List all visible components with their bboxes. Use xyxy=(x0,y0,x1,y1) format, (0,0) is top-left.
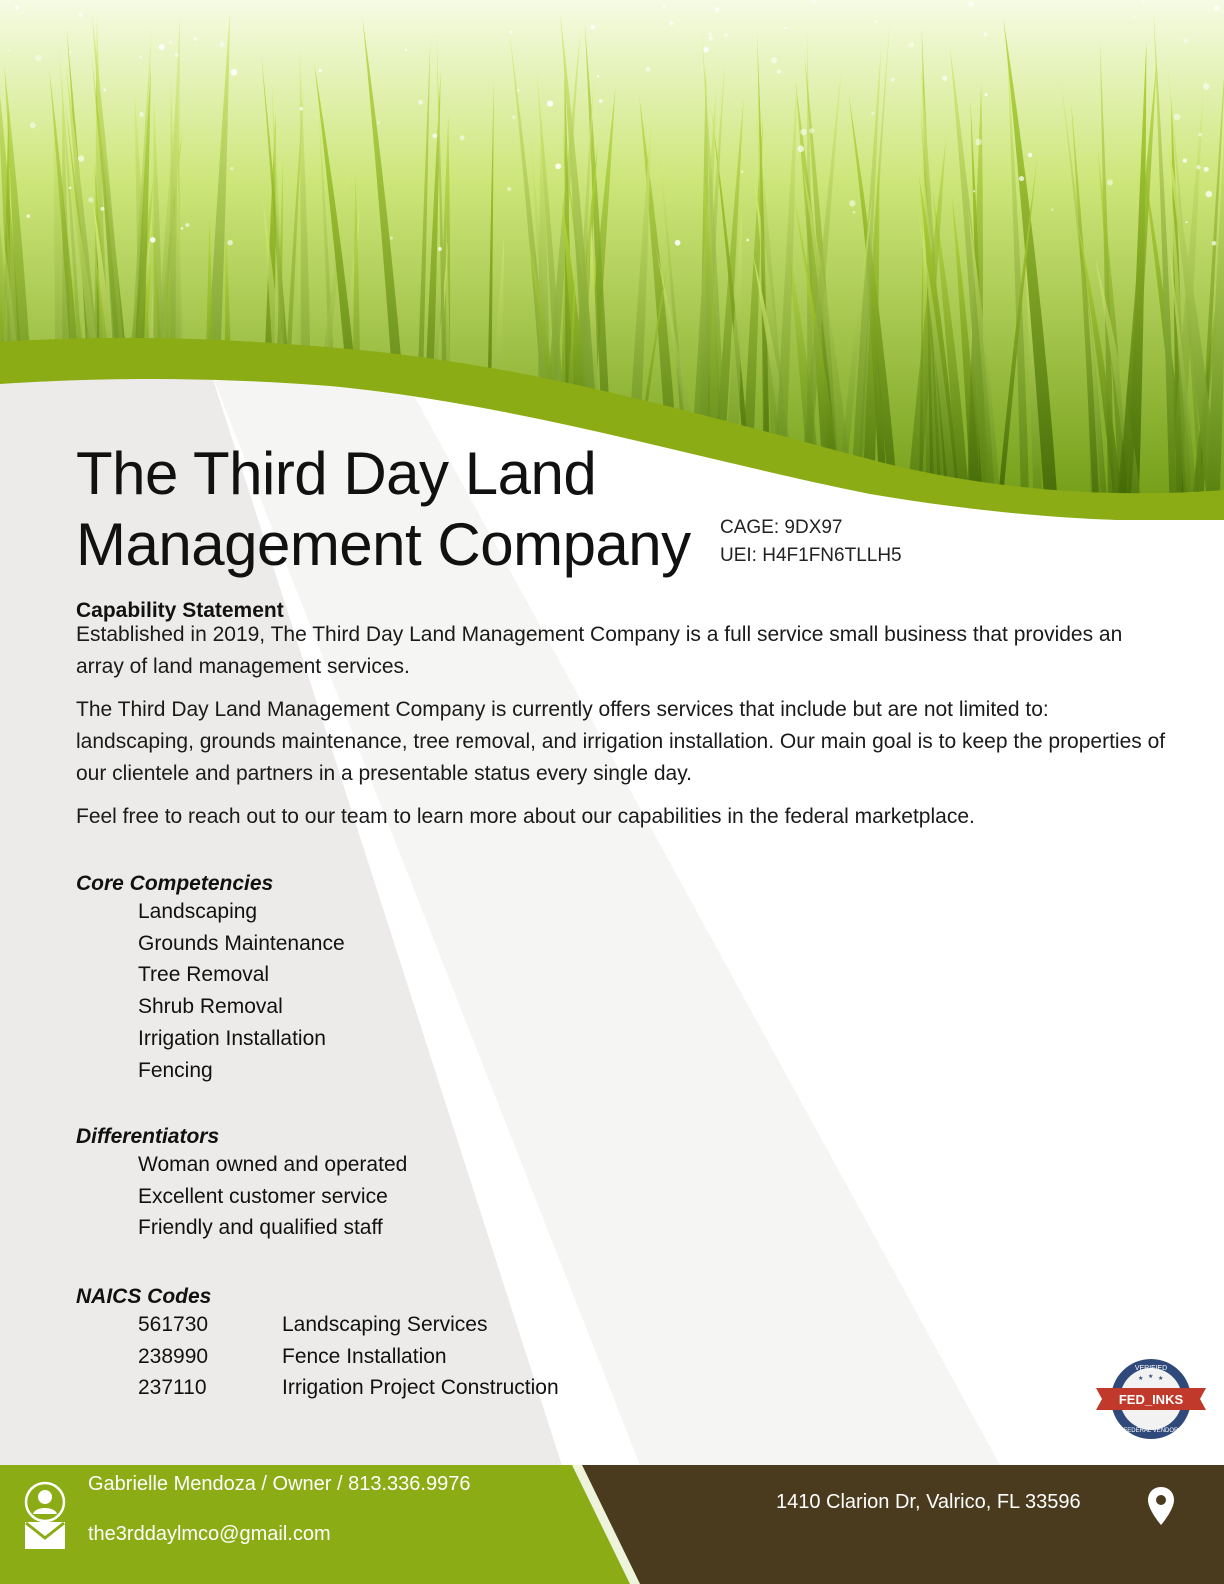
list-item: Shrub Removal xyxy=(138,995,283,1019)
list-item: Grounds Maintenance xyxy=(138,931,345,955)
naics-table xyxy=(138,1309,559,1404)
list-item: Woman owned and operated xyxy=(138,1153,408,1176)
core-competencies-list xyxy=(138,896,345,1086)
list-item: Tree Removal xyxy=(138,963,270,987)
table-row xyxy=(138,1372,559,1404)
uei-code: UEI: H4F1FN6TLLH5 xyxy=(720,545,902,566)
svg-text:FED_INKS: FED_INKS xyxy=(1118,1392,1184,1407)
cage-code: CAGE: 9DX97 xyxy=(720,517,843,538)
naics-code: 237110 xyxy=(138,1376,207,1399)
svg-text:★: ★ xyxy=(1158,1376,1164,1382)
differentiators-heading: Differentiators xyxy=(76,1125,220,1148)
svg-text:FEDERAL VENDOR: FEDERAL VENDOR xyxy=(1123,1428,1179,1434)
envelope-icon xyxy=(24,1519,66,1551)
address: 1410 Clarion Dr, Valrico, FL 33596 xyxy=(776,1491,1081,1513)
list-item: Friendly and qualified staff xyxy=(138,1216,383,1240)
naics-code: 561730 xyxy=(138,1313,209,1336)
capability-paragraph-2: The Third Day Land Management Company is currently offers services that include but are not limited to: landscaping, grounds maintenance, tree removal, and irrigation installation. Our main goal is to keep the properties of our clientele and partners in a presentable status every single day. xyxy=(76,698,1166,785)
svg-text:★: ★ xyxy=(1148,1374,1154,1380)
contact-info: Gabrielle Mendoza / Owner / 813.336.9976 xyxy=(88,1473,471,1495)
list-item: Landscaping xyxy=(138,900,258,923)
naics-label: Irrigation Project Construction xyxy=(282,1376,559,1399)
title-line-2: Management Company xyxy=(76,511,691,578)
title-line-1: The Third Day Land xyxy=(76,440,597,507)
naics-heading: NAICS Codes xyxy=(76,1285,212,1308)
list-item: Fencing xyxy=(138,1058,213,1082)
capability-paragraph-3: Feel free to reach out to our team to learn more about our capabilities in the federal marketplace. xyxy=(76,805,975,828)
table-row xyxy=(138,1341,559,1373)
list-item: Excellent customer service xyxy=(138,1184,388,1208)
footer xyxy=(0,1465,1224,1584)
fedlinks-verified-badge xyxy=(1096,1358,1206,1440)
differentiators-list xyxy=(138,1149,407,1244)
email-link[interactable]: the3rddaylmco@gmail.com xyxy=(88,1523,331,1545)
svg-text:VERIFIED: VERIFIED xyxy=(1134,1365,1168,1372)
core-competencies-heading: Core Competencies xyxy=(76,872,274,895)
naics-code: 238990 xyxy=(138,1344,209,1368)
naics-label: Landscaping Services xyxy=(282,1313,488,1336)
list-item: Irrigation Installation xyxy=(138,1026,326,1050)
capability-paragraph-1: Established in 2019, The Third Day Land Management Company is a full service small business that provides an array of land management services. xyxy=(76,623,1123,678)
company-title xyxy=(76,438,691,580)
location-pin-icon xyxy=(1146,1485,1176,1527)
person-icon xyxy=(24,1481,66,1523)
table-row xyxy=(138,1309,559,1341)
registration-ids xyxy=(720,514,902,570)
capability-heading: Capability Statement xyxy=(76,599,284,622)
svg-text:★: ★ xyxy=(1138,1376,1144,1382)
naics-label: Fence Installation xyxy=(282,1344,447,1368)
